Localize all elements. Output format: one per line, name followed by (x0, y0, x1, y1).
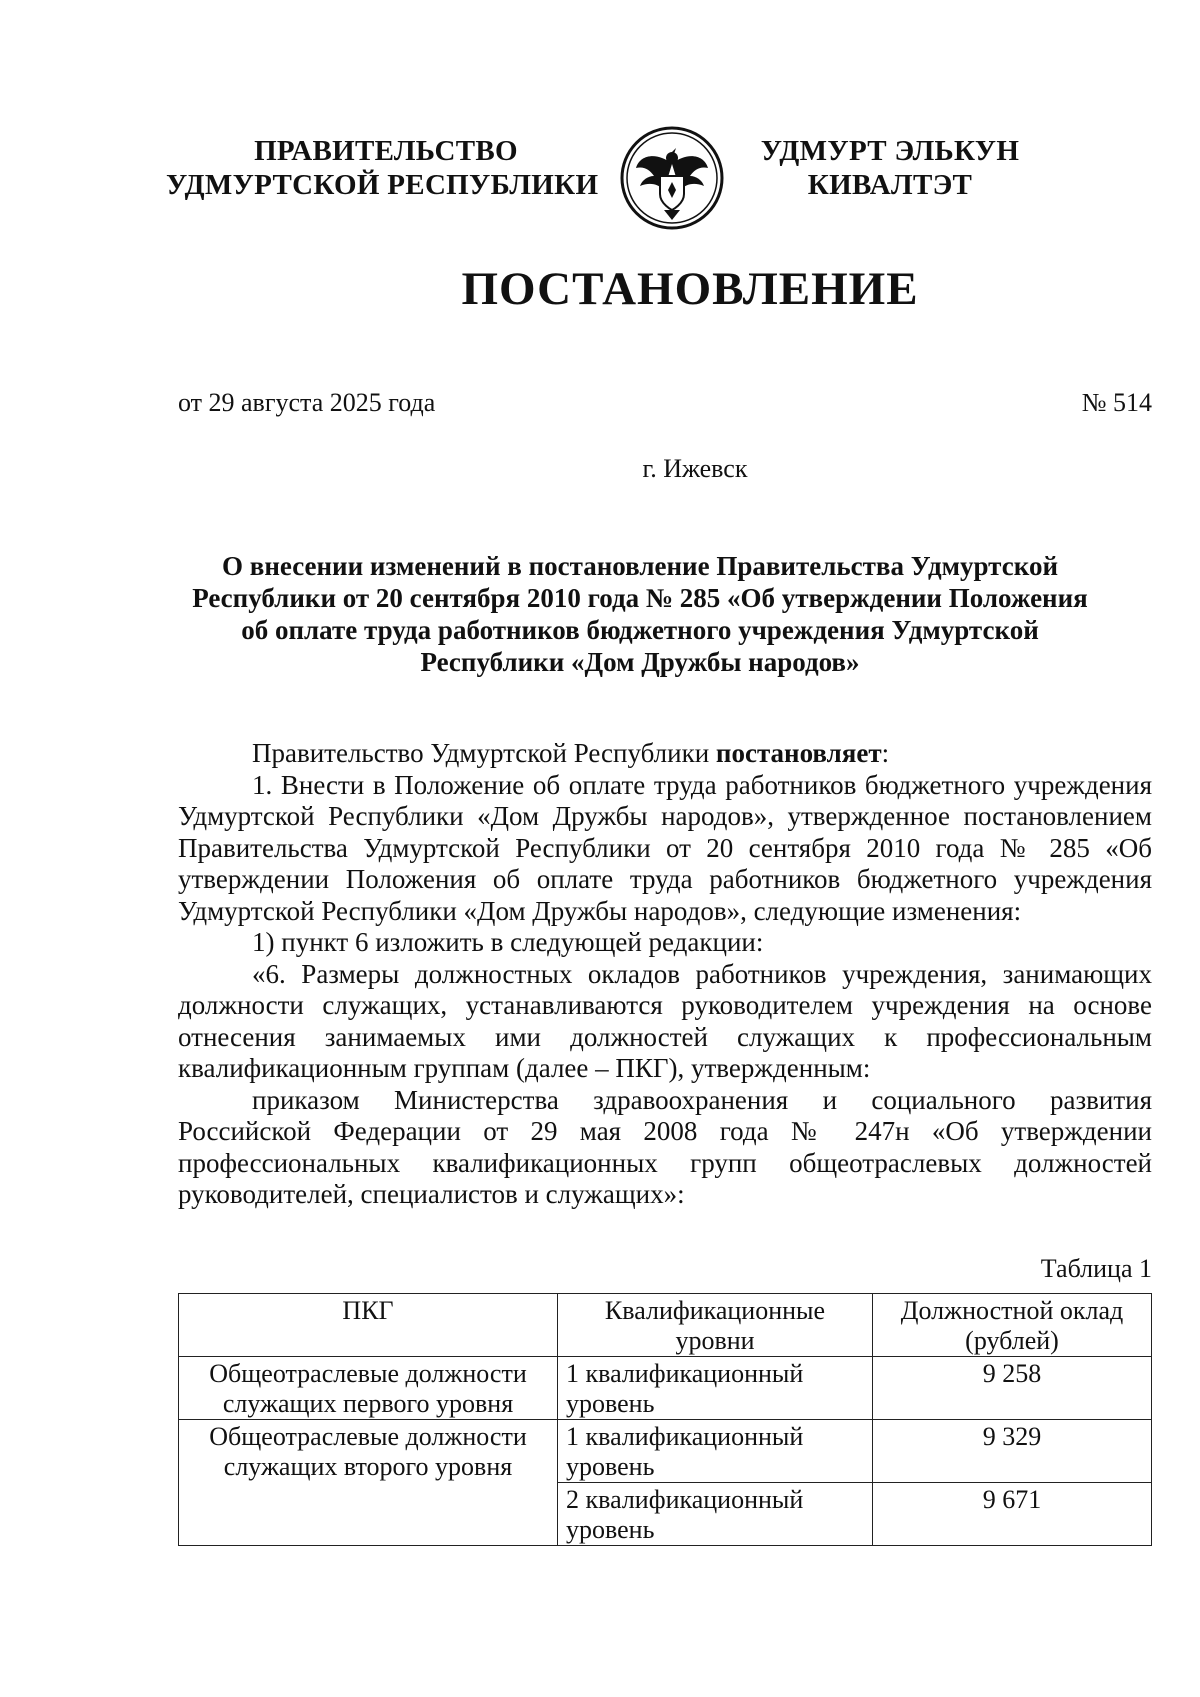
document-subject (140, 550, 1140, 678)
column-header-levels: Квалификационные уровни (558, 1294, 873, 1357)
column-header-pkg: ПКГ (179, 1294, 558, 1357)
salary-cell: 9 671 (873, 1483, 1152, 1546)
preamble-colon: : (881, 738, 890, 768)
column-header-salary: Должностной оклад (рублей) (873, 1294, 1152, 1357)
preamble-text: Правительство Удмуртской Республики (252, 738, 716, 768)
government-name-udmurt (740, 134, 1040, 202)
government-name-russian-line2 (166, 168, 606, 202)
document-city: г. Ижевск (642, 454, 748, 483)
paragraph-1-1: 1) пункт 6 изложить в следующей редакции: (252, 927, 764, 957)
subject-line: Республики «Дом Дружбы народов» (420, 647, 860, 677)
table-row (179, 1420, 1152, 1483)
preamble-verb: постановляет (715, 738, 882, 768)
document-body (178, 738, 1152, 1211)
salary-cell: 9 258 (873, 1357, 1152, 1420)
subject-line: об оплате труда работников бюджетного учреждения Удмуртской (241, 615, 1039, 645)
paragraph-order: приказом Министерства здравоохранения и социального развития Российской Федерации от 29 мая 2008 года № 247н «Об утверждении профессиональных квалификационных групп общеотраслевых должностей руководителей, специалистов и служащих»: (178, 1084, 1152, 1209)
salary-cell: 9 329 (873, 1420, 1152, 1483)
paragraph-1: 1. Внести в Положение об оплате труда работников бюджетного учреждения Удмуртской Республики «Дом Дружбы народов», утвержденное постановлением Правительства Удмуртской Республики от 20 сентября 2010 года № 285 «Об утверждении Положения об оплате труда работников бюджетного учреждения Удмуртской Республики «Дом Дружбы народов», следующие изменения: (178, 769, 1152, 926)
document-number: № 514 (1081, 388, 1152, 417)
level-cell: 1 квалификационный уровень (558, 1357, 873, 1420)
coat-of-arms-icon (618, 124, 726, 232)
level-cell: 2 квалификационный уровень (558, 1483, 873, 1546)
salary-table (178, 1293, 1152, 1546)
subject-line: О внесении изменений в постановление Правительства Удмуртской (222, 551, 1058, 581)
government-name-udmurt-line2: КИВАЛТЭТ (807, 169, 973, 201)
paragraph-6: «6. Размеры должностных окладов работников учреждения, занимающих должности служащих, устанавливаются руководителем учреждения на основе отнесения занимаемых ими должностей служащих к профессиональным квалификационным группам (далее – ПКГ), утвержденным: (178, 958, 1152, 1083)
government-name-line2: УДМУРТСКОЙ РЕСПУБЛИКИ (166, 169, 599, 201)
level-cell: 1 квалификационный уровень (558, 1420, 873, 1483)
document-title: ПОСТАНОВЛЕНИЕ (461, 263, 919, 315)
subject-line: Республики от 20 сентября 2010 года № 285 «Об утверждении Положения (192, 583, 1088, 613)
table-header-row (179, 1294, 1152, 1357)
table-caption: Таблица 1 (1040, 1254, 1152, 1283)
pkg-cell: Общеотраслевые должности служащих второго уровня (179, 1420, 558, 1546)
pkg-cell: Общеотраслевые должности служащих первого уровня (179, 1357, 558, 1420)
government-name-russian (236, 134, 536, 168)
table-row (179, 1357, 1152, 1420)
document-date: от 29 августа 2025 года (178, 388, 436, 417)
preamble-paragraph (178, 738, 1152, 770)
government-name-udmurt-line1: УДМУРТ ЭЛЬКУН (760, 135, 1020, 167)
government-name-line1: ПРАВИТЕЛЬСТВО (254, 135, 518, 167)
